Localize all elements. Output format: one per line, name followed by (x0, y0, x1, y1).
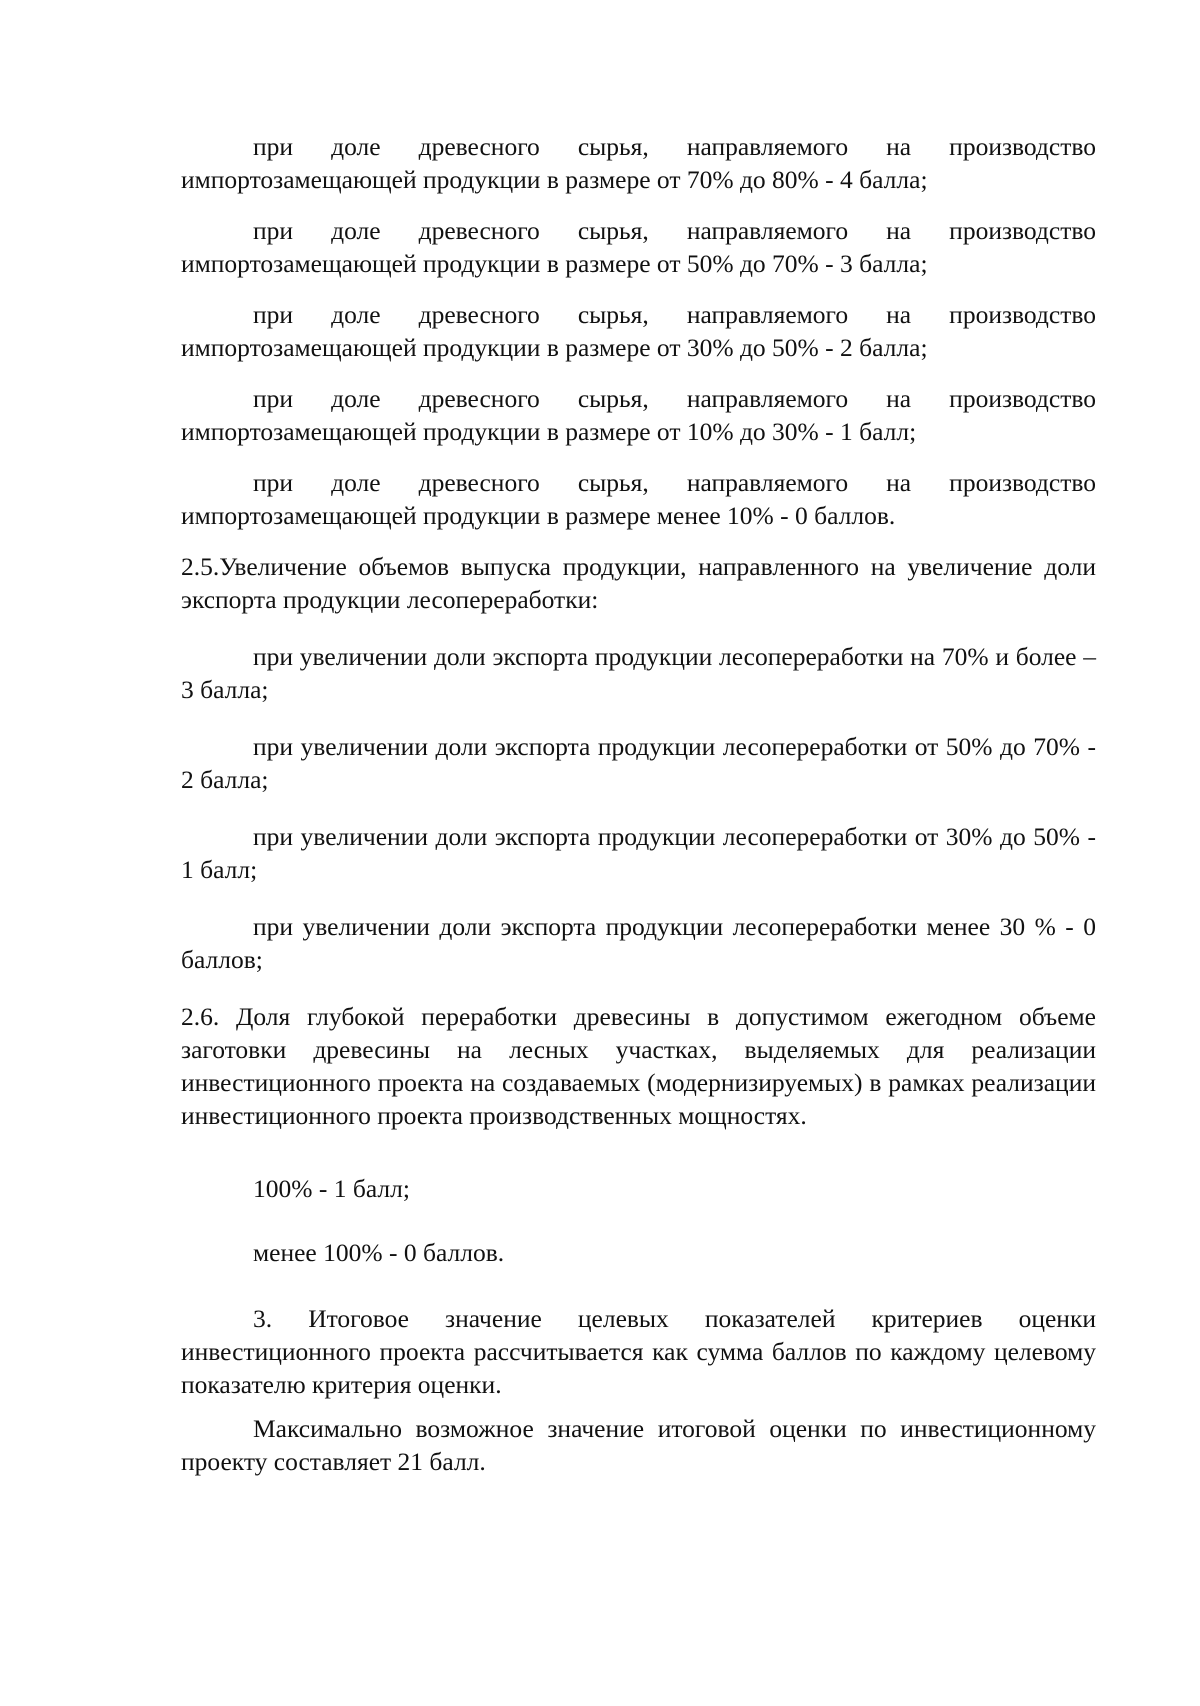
paragraph-share-50-70: при доле древесного сырья, направляемого на производство импортозамещающей продукции в размере от 50% до 70% - 3 балла; (181, 216, 1096, 278)
section-3-paragraph: 3. Итоговое значение целевых показателей критериев оценки инвестиционного проекта рассчитывается как сумма баллов по каждому целевому показателю критерия оценки. (181, 1304, 1096, 1399)
paragraph-share-30-50: при доле древесного сырья, направляемого на производство импортозамещающей продукции в размере от 30% до 50% - 2 балла; (181, 300, 1096, 362)
section-2-6-paragraph: 2.6. Доля глубокой переработки древесины в допустимом ежегодном объеме заготовки древесины на лесных участках, выделяемых для реализации инвестиционного проекта на создаваемых (модернизируемых) в рамках реализации инвестиционного проекта производственных мощностях. (181, 1002, 1096, 1130)
paragraph-share-70-80: при доле древесного сырья, направляемого на производство импортозамещающей продукции в размере от 70% до 80% - 4 балла; (181, 132, 1096, 194)
paragraph-100-percent: 100% - 1 балл; (253, 1174, 410, 1203)
paragraph-export-50-70: при увеличении доли экспорта продукции лесопереработки от 50% до 70% - 2 балла; (181, 732, 1096, 794)
paragraph-maximum-score: Максимально возможное значение итоговой оценки по инвестиционному проекту составляет 21 балл. (181, 1414, 1096, 1476)
paragraph-export-30-50: при увеличении доли экспорта продукции лесопереработки от 30% до 50% - 1 балл; (181, 822, 1096, 884)
paragraph-share-under-10: при доле древесного сырья, направляемого на производство импортозамещающей продукции в размере менее 10% - 0 баллов. (181, 468, 1096, 530)
paragraph-under-100-percent: менее 100% - 0 баллов. (253, 1238, 505, 1267)
paragraph-share-10-30: при доле древесного сырья, направляемого на производство импортозамещающей продукции в размере от 10% до 30% - 1 балл; (181, 384, 1096, 446)
paragraph-export-70-plus: при увеличении доли экспорта продукции лесопереработки на 70% и более – 3 балла; (181, 642, 1096, 704)
section-2-5-heading: 2.5.Увеличение объемов выпуска продукции, направленного на увеличение доли экспорта продукции лесопереработки: (181, 552, 1096, 614)
paragraph-export-under-30: при увеличении доли экспорта продукции лесопереработки менее 30 % - 0 баллов; (181, 912, 1096, 974)
